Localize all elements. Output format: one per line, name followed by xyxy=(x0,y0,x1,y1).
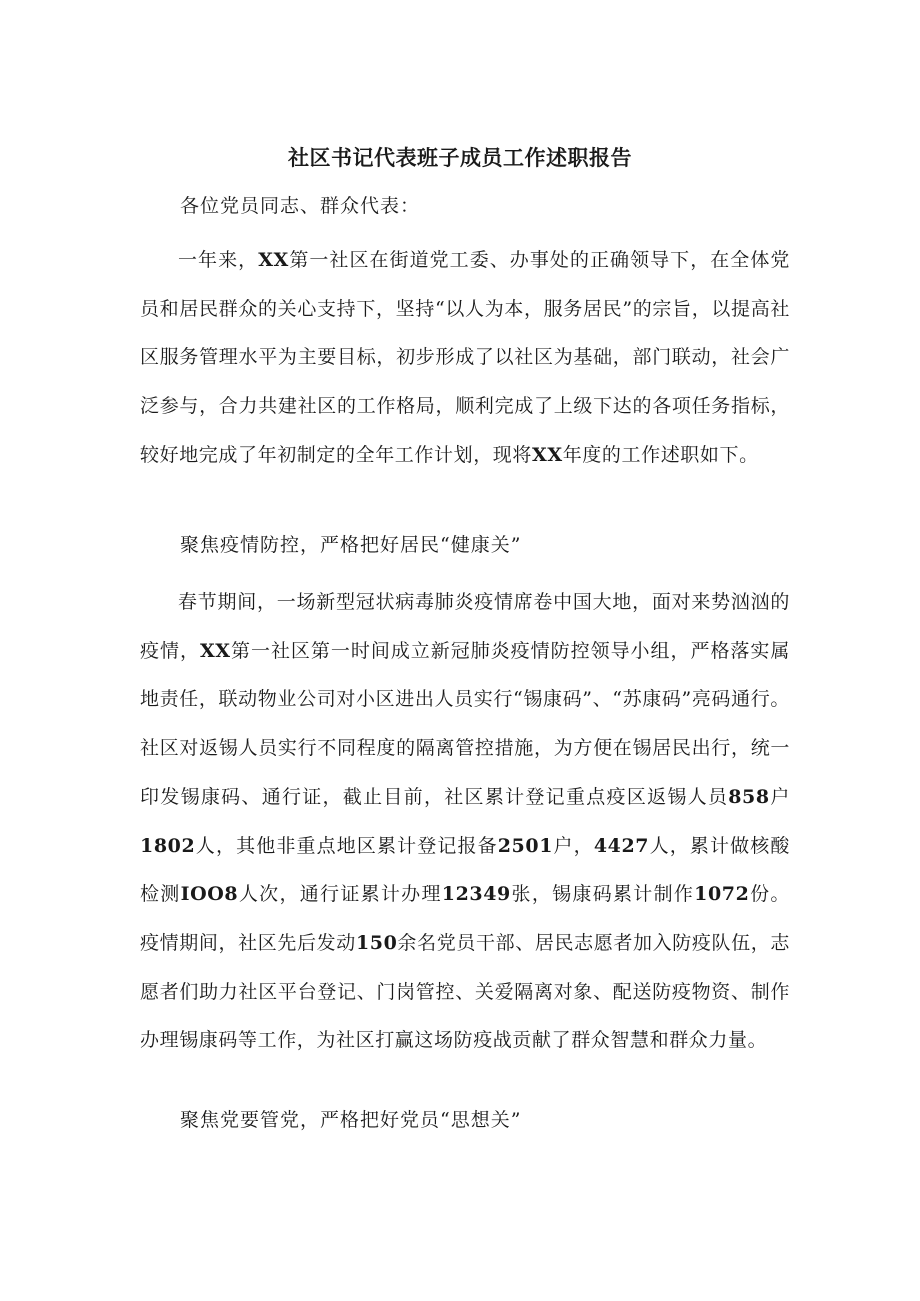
text-run-bold: 1802 xyxy=(140,834,196,857)
text-run-bold: 2501 xyxy=(497,834,554,857)
document-title: 社区书记代表班子成员工作述职报告 xyxy=(288,146,632,170)
text-run: 份。疫情期间，社区先后发动 xyxy=(140,883,790,954)
text-run: 人，其他非重点地区累计登记报备 xyxy=(195,834,498,857)
text-run-bold: 1072 xyxy=(694,883,750,906)
paragraph-epidemic xyxy=(140,578,790,1065)
text-run: 人，累计做核酸检测 xyxy=(140,834,790,906)
text-run: 人次，通行证累计办理 xyxy=(238,883,442,906)
text-run: 张，锡康码累计制作 xyxy=(510,883,695,906)
text-run-bold: 150 xyxy=(355,931,398,954)
text-run: 年度的工作述职如下。 xyxy=(562,443,759,466)
text-run: 户 xyxy=(769,785,790,808)
section-heading-party: 聚焦党要管党，严格把好党员“思想关” xyxy=(180,1109,522,1131)
text-run: 第一社区第一时间成立新冠肺炎疫情防控领导小组，严格落实属地责任，联动物业公司对小区进出人员实行“锡康码”、“苏康码”亮码通行。社区对返锡人员实行不同程度的隔离管控措施，为方便在锡居民出行，统一印发锡康码、通行证，截止目前，社区累计登记重点疫区返锡人员 xyxy=(140,639,790,808)
greeting: 各位党员同志、群众代表： xyxy=(180,195,421,217)
text-run: 余名党员干部、居民志愿者加入防疫队伍，志愿者们助力社区平台登记、门岗管控、关爱隔离对象、配送防疫物资、制作办理锡康码等工作，为社区打赢这场防疫战贡献了群众智慧和群众力量。 xyxy=(140,931,790,1052)
text-run-bold: XX xyxy=(199,639,231,662)
text-run-bold: IOO8 xyxy=(180,883,239,906)
text-run: 户， xyxy=(553,834,594,857)
text-run-bold: XX xyxy=(532,443,563,466)
paragraph-intro xyxy=(140,236,790,480)
text-run-bold: 858 xyxy=(728,785,770,808)
text-run-bold: XX xyxy=(258,249,289,271)
text-run: 春节期间，一场新型冠状病毒肺炎疫情席卷中国大地，面对来势汹汹的疫情， xyxy=(140,591,790,662)
text-run: 一年来， xyxy=(178,249,259,271)
section-heading-epidemic: 聚焦疫情防控，严格把好居民“健康关” xyxy=(180,534,522,556)
text-run: 第一社区在街道党工委、办事处的正确领导下，在全体党员和居民群众的关心支持下，坚持“以人为本，服务居民”的宗旨，以提高社区服务管理水平为主要目标，初步形成了以社区为基础，部门联动，社会广泛参与，合力共建社区的工作格局，顺利完成了上级下达的各项任务指标，较好地完成了年初制定的全年工作计划，现将 xyxy=(140,249,790,466)
text-run-bold: 4427 xyxy=(593,834,650,857)
text-run-bold: 12349 xyxy=(441,883,511,906)
